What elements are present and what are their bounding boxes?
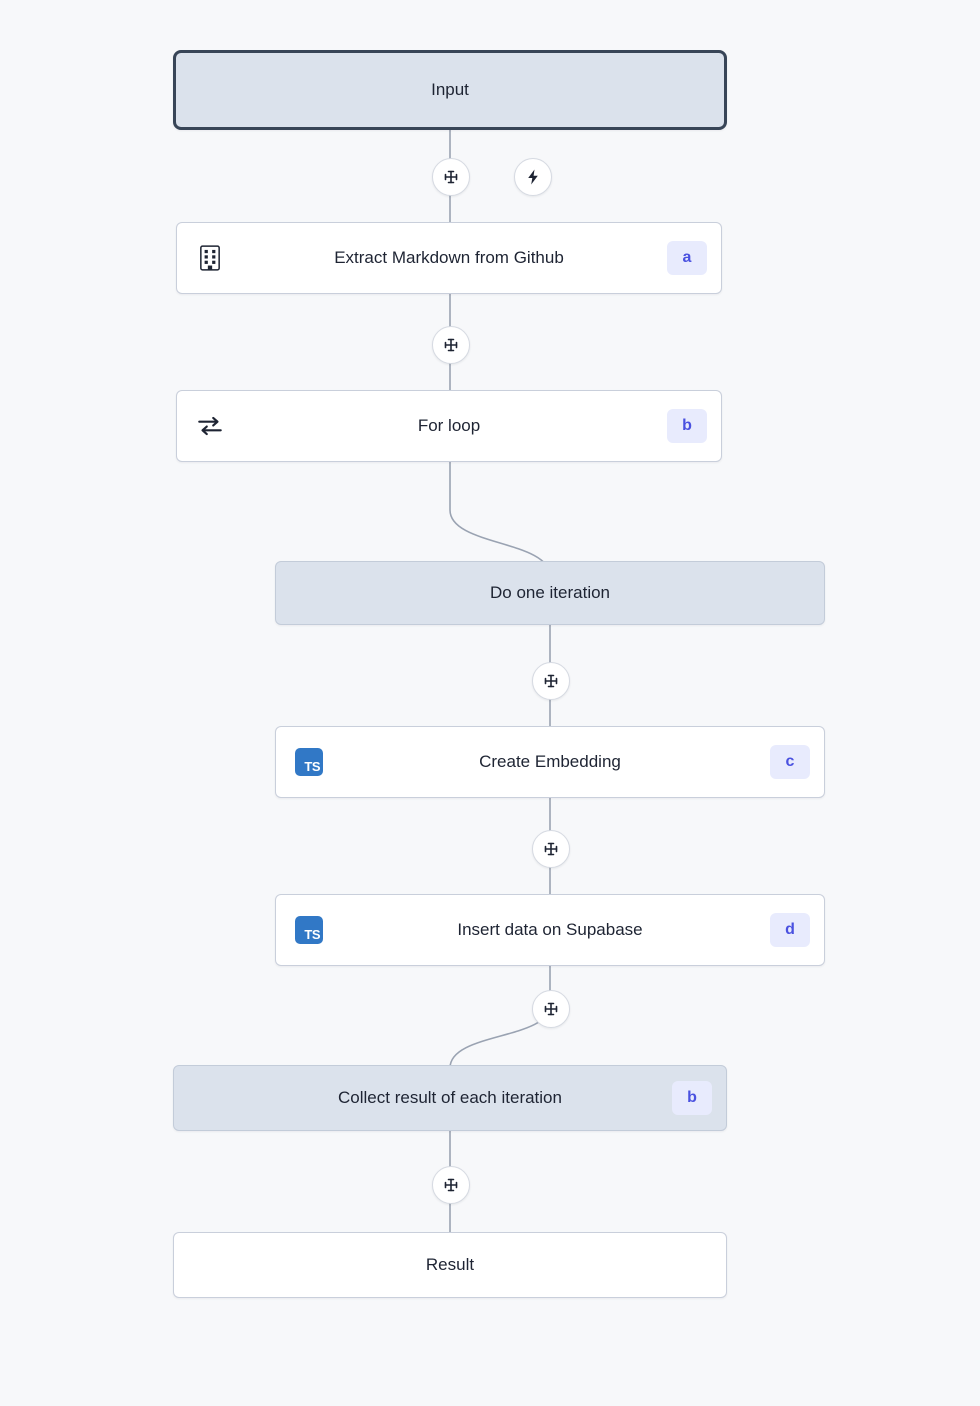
node-result[interactable] — [173, 1232, 727, 1298]
node-for-loop-badge: b — [667, 409, 707, 443]
trigger-bolt-icon[interactable] — [514, 158, 552, 196]
add-step-icon[interactable] — [532, 990, 570, 1028]
edge-forloop-iteration — [450, 462, 550, 576]
node-create-embedding[interactable] — [275, 726, 825, 798]
typescript-icon: TS — [294, 747, 324, 777]
node-for-loop[interactable] — [176, 390, 722, 462]
github-icon — [195, 243, 225, 273]
add-step-icon[interactable] — [432, 158, 470, 196]
node-for-loop-label: For loop — [417, 415, 481, 435]
loop-icon — [195, 411, 225, 441]
add-step-icon[interactable] — [532, 662, 570, 700]
node-insert-data-supabase-badge: d — [770, 913, 810, 947]
typescript-icon: TS — [294, 915, 324, 945]
node-extract-markdown-badge: a — [667, 241, 707, 275]
node-do-one-iteration-label: Do one iteration — [489, 582, 611, 602]
add-step-icon[interactable] — [432, 1166, 470, 1204]
node-input[interactable] — [173, 50, 727, 130]
node-result-label: Result — [425, 1254, 475, 1274]
add-step-icon[interactable] — [432, 326, 470, 364]
node-collect-result[interactable] — [173, 1065, 727, 1131]
node-input-label: Input — [431, 79, 469, 99]
node-insert-data-supabase-label: Insert data on Supabase — [457, 919, 643, 939]
node-extract-markdown-label: Extract Markdown from Github — [334, 247, 564, 267]
add-step-icon[interactable] — [532, 830, 570, 868]
node-do-one-iteration[interactable] — [275, 561, 825, 625]
node-create-embedding-label: Create Embedding — [479, 751, 621, 771]
node-collect-result-badge: b — [672, 1081, 712, 1115]
node-insert-data-supabase[interactable] — [275, 894, 825, 966]
node-extract-markdown[interactable] — [176, 222, 722, 294]
node-create-embedding-badge: c — [770, 745, 810, 779]
node-collect-result-label: Collect result of each iteration — [338, 1087, 562, 1107]
